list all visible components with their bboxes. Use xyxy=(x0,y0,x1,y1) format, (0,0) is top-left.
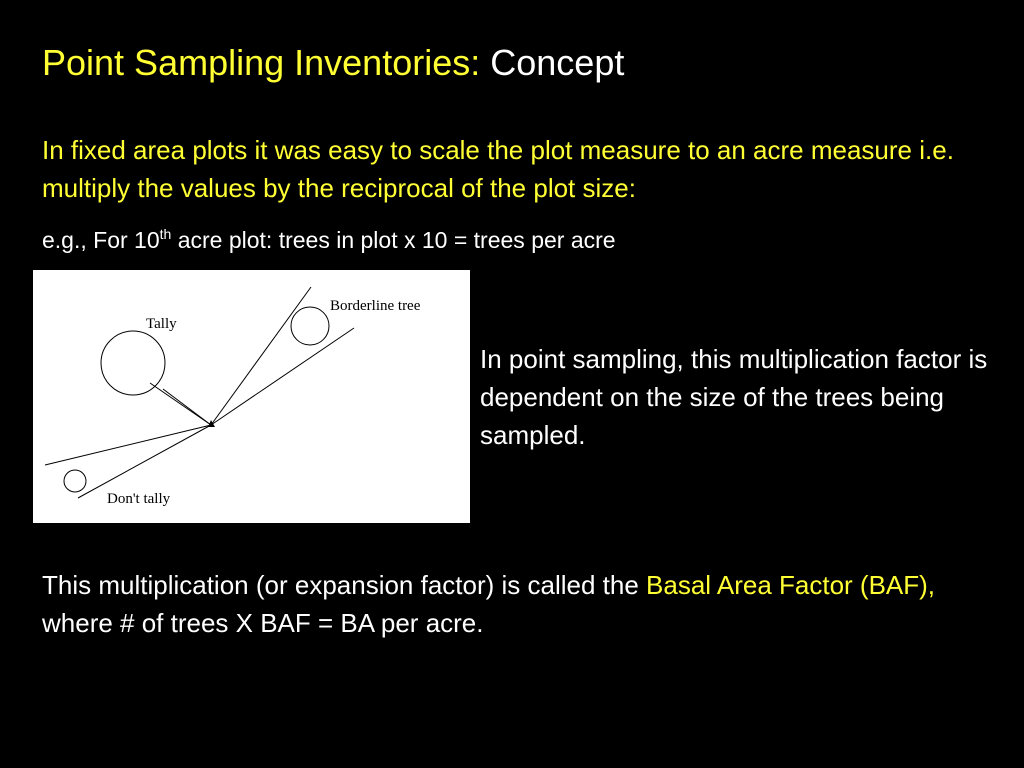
lower-left-sightline-lower xyxy=(78,425,211,498)
tally-tree xyxy=(101,331,165,395)
baf-text-end: where # of trees X BAF = BA per acre. xyxy=(42,608,484,638)
borderline-right-sightline xyxy=(211,328,354,425)
lower-left-sightline-upper xyxy=(45,425,211,465)
slide-title xyxy=(42,42,624,84)
borderline-left-sightline xyxy=(211,287,311,425)
baf-paragraph xyxy=(42,566,1002,642)
dont-tally-label: Don't tally xyxy=(107,491,171,507)
point-sampling-paragraph: In point sampling, this multiplication factor is dependent on the size of the trees being sampled. xyxy=(480,344,988,450)
title-main: Point Sampling Inventories: xyxy=(42,42,481,83)
example-superscript: th xyxy=(159,226,172,242)
tally-label: Tally xyxy=(146,316,177,332)
baf-text-start: This multiplication (or expansion factor) is called the xyxy=(42,570,647,600)
dont-tally-tree xyxy=(64,470,86,492)
example-line xyxy=(42,225,616,255)
example-suffix: acre plot: trees in plot x 10 = trees per acre xyxy=(171,227,616,253)
fixed-area-paragraph: In fixed area plots it was easy to scale the plot measure to an acre measure i.e. multiply the values by the reciprocal of the plot size: xyxy=(42,135,954,203)
point-sampling-diagram xyxy=(33,270,470,523)
diagram-svg xyxy=(33,270,470,523)
borderline-tree xyxy=(291,307,329,345)
borderline-label: Borderline tree xyxy=(330,298,421,314)
baf-highlight: Basal Area Factor (BAF), xyxy=(646,570,936,600)
tally-right-sightline xyxy=(163,389,211,425)
example-prefix: e.g., For 10 xyxy=(42,227,160,253)
title-subtitle: Concept xyxy=(490,42,625,83)
